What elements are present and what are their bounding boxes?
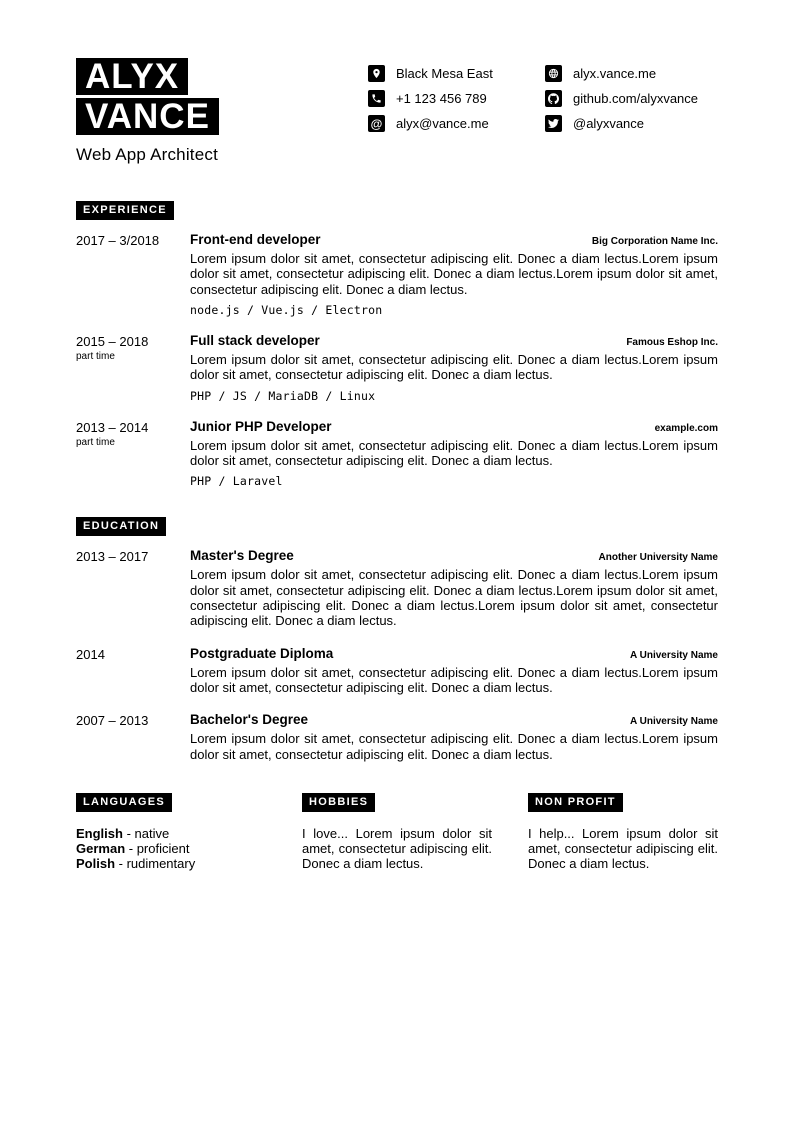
header [76, 58, 718, 165]
entry-date-column [76, 712, 190, 762]
entry-description: Lorem ipsum dolor sit amet, consectetur adipiscing elit. Donec a diam lectus.Lorem ipsum dolor sit amet, consectetur adipiscing elit. Donec a diam lectus.Lorem ipsum dolor sit amet, consectetur adipiscing elit. Donec a diam lectus. [190, 251, 718, 297]
entry-tech-stack: node.js / Vue.js / Electron [190, 302, 383, 317]
contact-phone: +1 123 456 789 [396, 91, 487, 106]
entry-university: A University Name [630, 649, 718, 661]
entry-description: Lorem ipsum dolor sit amet, consectetur adipiscing elit. Donec a diam lectus.Lorem ipsum dolor sit amet, consectetur adipiscing elit. Donec a diam lectus. [190, 351, 718, 383]
entry-degree: Master's Degree [190, 548, 294, 564]
entry-dates: 2013 – 2014 [76, 419, 149, 435]
entry-role: Front-end developer [190, 232, 321, 247]
phone-icon [368, 90, 385, 107]
contact-twitter[interactable]: @alyxvance [573, 116, 645, 131]
experience-entry-2 [76, 333, 718, 403]
experience-entry-3 [76, 419, 718, 489]
education-entry-1 [76, 548, 718, 628]
entry-degree: Postgraduate Diploma [190, 645, 334, 661]
name-line-last [76, 98, 368, 135]
entry-organization: example.com [654, 422, 718, 434]
contact-website[interactable]: alyx.vance.me [573, 66, 657, 81]
entry-head [190, 232, 718, 247]
entry-dates: 2017 – 3/2018 [76, 233, 160, 248]
name-last: VANCE [76, 98, 219, 135]
entry-main [190, 232, 718, 317]
entry-university: Another University Name [598, 552, 718, 564]
language-item-english [76, 826, 266, 841]
entry-tech-stack: PHP / JS / MariaDB / Linux [190, 388, 376, 403]
entry-date-column [76, 333, 190, 403]
experience-entry-1 [76, 232, 718, 317]
github-icon [545, 90, 562, 107]
experience-section-label: EXPERIENCE [76, 201, 174, 220]
language-name: Polish [76, 855, 116, 871]
contact-row-website [545, 65, 718, 82]
entry-main [190, 333, 718, 403]
language-level: - proficient [125, 840, 190, 856]
contact-email[interactable]: alyx@vance.me [396, 116, 489, 131]
hobbies-section-label: HOBBIES [302, 793, 375, 812]
contact-row-github [545, 90, 718, 107]
languages-section-label: LANGUAGES [76, 793, 172, 812]
name-block [76, 58, 368, 165]
entry-head [190, 646, 718, 661]
bottom-sections [76, 792, 718, 871]
hobbies-body [302, 826, 492, 871]
language-level: - rudimentary [115, 855, 196, 871]
globe-icon [545, 65, 562, 82]
entry-date-note: part time [76, 350, 115, 362]
languages-section [76, 792, 266, 871]
education-section-label: EDUCATION [76, 517, 166, 536]
language-item-polish [76, 856, 266, 871]
experience-entries [76, 232, 718, 488]
language-level: - native [122, 825, 170, 841]
contact-column-primary [368, 58, 545, 132]
nonprofit-section [528, 792, 718, 871]
entry-date-note: part time [76, 436, 115, 448]
entry-organization: Famous Eshop Inc. [626, 336, 718, 348]
contact-github[interactable]: github.com/alyxvance [573, 91, 699, 106]
at-icon [368, 115, 385, 132]
nonprofit-body [528, 826, 718, 871]
language-name: German [76, 840, 126, 856]
language-item-german [76, 841, 266, 856]
education-entry-3 [76, 712, 718, 762]
entry-main [190, 646, 718, 696]
entry-university: A University Name [630, 716, 718, 728]
education-entries [76, 548, 718, 762]
entry-description: Lorem ipsum dolor sit amet, consectetur adipiscing elit. Donec a diam lectus.Lorem ipsum dolor sit amet, consectetur adipiscing elit. Donec a diam lectus.Lorem ipsum dolor sit amet, consectetur adipiscing elit. Donec a diam lectus.Lorem ipsum dolor sit amet, consectetur adipiscing elit. Donec a diam lectus. [190, 567, 718, 629]
nonprofit-text: I help... Lorem ipsum dolor sit amet, consectetur adipiscing elit. Donec a diam lectus. [528, 825, 718, 871]
entry-date-column [76, 646, 190, 696]
entry-head [190, 419, 718, 434]
contact-row-email [368, 115, 545, 132]
entry-dates: 2015 – 2018 [76, 333, 149, 349]
name-line-first [76, 58, 368, 95]
hobbies-text: I love... Lorem ipsum dolor sit amet, consectetur adipiscing elit. Donec a diam lectus. [302, 825, 492, 871]
language-name: English [76, 825, 123, 841]
entry-description: Lorem ipsum dolor sit amet, consectetur adipiscing elit. Donec a diam lectus.Lorem ipsum dolor sit amet, consectetur adipiscing elit. Donec a diam lectus. [190, 664, 718, 695]
contact-location: Black Mesa East [396, 66, 493, 81]
entry-head [190, 712, 718, 727]
entry-main [190, 419, 718, 489]
job-title: Web App Architect [76, 145, 218, 164]
name-first: ALYX [76, 58, 188, 95]
contact-row-phone [368, 90, 545, 107]
entry-dates: 2013 – 2017 [76, 549, 149, 565]
location-pin-icon [368, 65, 385, 82]
entry-main [190, 712, 718, 762]
entry-date-column [76, 232, 190, 317]
entry-date-column [76, 419, 190, 489]
hobbies-section [302, 792, 492, 871]
entry-head [190, 548, 718, 563]
contact-column-secondary [545, 58, 718, 132]
entry-description: Lorem ipsum dolor sit amet, consectetur adipiscing elit. Donec a diam lectus.Lorem ipsum dolor sit amet, consectetur adipiscing elit. Donec a diam lectus. [190, 731, 718, 762]
entry-head [190, 333, 718, 348]
twitter-icon [545, 115, 562, 132]
entry-organization: Big Corporation Name Inc. [591, 236, 718, 247]
entry-tech-stack: PHP / Laravel [190, 474, 283, 489]
education-entry-2 [76, 646, 718, 696]
entry-date-column [76, 548, 190, 628]
education-section [76, 516, 718, 762]
entry-degree: Bachelor's Degree [190, 712, 309, 728]
entry-role: Full stack developer [190, 332, 320, 348]
experience-section [76, 200, 718, 488]
nonprofit-section-label: NON PROFIT [528, 793, 623, 812]
contact-row-twitter [545, 115, 718, 132]
entry-dates: 2014 [76, 646, 105, 662]
entry-description: Lorem ipsum dolor sit amet, consectetur adipiscing elit. Donec a diam lectus.Lorem ipsum dolor sit amet, consectetur adipiscing elit. Donec a diam lectus. [190, 437, 718, 468]
entry-dates: 2007 – 2013 [76, 713, 149, 729]
languages-list [76, 826, 266, 871]
contact-row-location [368, 65, 545, 82]
at-glyph: @ [370, 116, 383, 131]
entry-main [190, 548, 718, 628]
entry-role: Junior PHP Developer [190, 418, 332, 434]
